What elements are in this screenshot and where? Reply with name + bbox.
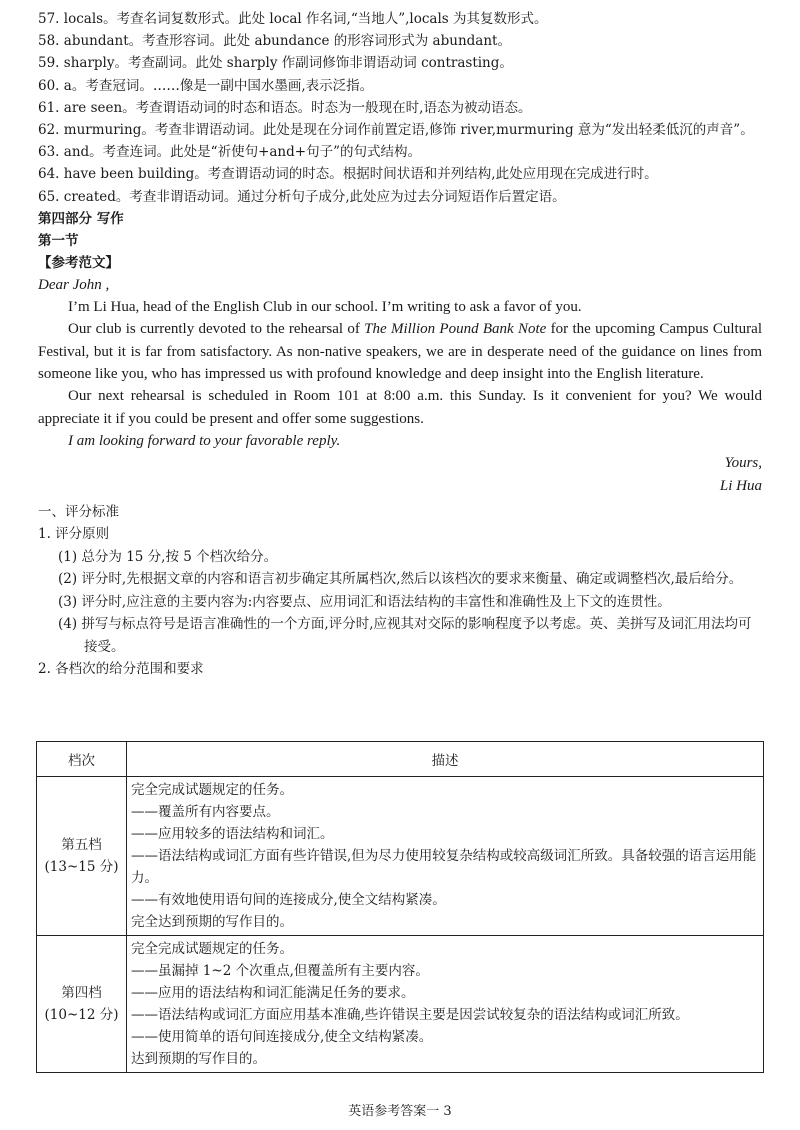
letter-paragraph: I’m Li Hua, head of the English Club in our school. I’m writing to ask a favor of you. xyxy=(68,299,582,316)
letter-yours: Yours, xyxy=(724,455,762,472)
rule-item: (1) 总分为 15 分,按 5 个档次给分。 xyxy=(58,548,278,565)
letter-closing: I am looking forward to your favorable reply. xyxy=(68,432,341,449)
sample-label: 【参考范文】 xyxy=(38,254,119,271)
answer-item: 65. created。考查非谓语动词。通过分析句子成分,此处应为过去分词短语作后置定语。 xyxy=(38,188,566,205)
letter-signature: Li Hua xyxy=(719,477,762,494)
part4-title: 第四部分 写作 xyxy=(38,210,124,227)
criteria-title: 一、评分标准 xyxy=(38,503,119,520)
grading-table xyxy=(36,741,764,1073)
rule-item: (2) 评分时,先根据文章的内容和语言初步确定其所属档次,然后以该档次的要求来衡量、确定或调整档次,最后给分。 xyxy=(58,571,743,588)
answer-item: 58. abundant。考查形容词。此处 abundance 的形容词形式为 abundant。 xyxy=(38,33,511,50)
answer-item: 63. and。考查连词。此处是“祈使句+and+句子”的句式结构。 xyxy=(38,144,421,161)
rule-item: (4) 拼写与标点符号是语言准确性的一个方面,评分时,应视其对交际的影响程度予以考虑。英、美拼写及词汇用法均可接受。 xyxy=(58,616,752,655)
page-body xyxy=(38,8,762,681)
principle-title: 1. 评分原则 xyxy=(38,526,110,543)
header-level: 档次 xyxy=(37,742,127,777)
table-row xyxy=(37,777,764,936)
range-title: 2. 各档次的给分范围和要求 xyxy=(38,661,204,678)
table-row xyxy=(37,936,764,1073)
answer-item: 61. are seen。考查谓语动词的时态和语态。时态为一般现在时,语态为被动语态。 xyxy=(38,99,532,116)
page-footer: 英语参考答案一 3 xyxy=(348,1104,452,1119)
level-cell: 第四档 (10~12 分) xyxy=(37,936,127,1073)
answer-item: 59. sharply。考查副词。此处 sharply 作副词修饰非谓语动词 contrasting。 xyxy=(38,55,513,72)
table-header-row xyxy=(37,742,764,777)
answer-item: 64. have been building。考查谓语动词的时态。根据时间状语和并列结构,此处应用现在完成进行时。 xyxy=(38,166,658,183)
sample-letter xyxy=(38,274,762,497)
letter-paragraph: Our next rehearsal is scheduled in Room 101 at 8:00 a.m. this Sunday. Is it convenient for you? We would appreciate it if you could be present and offer some suggestions. xyxy=(38,388,762,427)
rule-item: (3) 评分时,应注意的主要内容为:内容要点、应用词汇和语法结构的丰富性和准确性及上下文的连贯性。 xyxy=(58,593,671,610)
header-description: 描述 xyxy=(127,742,764,777)
level-cell: 第五档 (13~15 分) xyxy=(37,777,127,936)
section-title: 第一节 xyxy=(38,232,79,249)
answer-list xyxy=(38,8,762,208)
letter-salutation: Dear John , xyxy=(38,276,110,293)
play-title: The Million Pound Bank Note xyxy=(364,321,547,338)
description-cell: 完全完成试题规定的任务。 ——覆盖所有内容要点。 ——应用较多的语法结构和词汇。 ——语法结构或词汇方面有些许错误,但为尽力使用较复杂结构或较高级词汇所致。具备较强的语言运用能力。 ——有效地使用语句间的连接成分,使全文结构紧凑。 完全达到预期的写作目的。 xyxy=(127,777,764,936)
letter-paragraph: Our club is currently devoted to the rehearsal of The Million Pound Bank Note for the upcoming Campus Cultural Festival, but it is far from satisfactory. As non-native speakers, we are in desperate need of the guidance on lines from someone like you, who has impressed us with profound knowledge and deep insight into the English literature. xyxy=(38,321,762,383)
answer-item: 60. a。考查冠词。……像是一副中国水墨画,表示泛指。 xyxy=(38,77,374,94)
answer-item: 62. murmuring。考查非谓语动词。此处是现在分词作前置定语,修饰 river,murmuring 意为“发出轻柔低沉的声音”。 xyxy=(38,122,754,139)
answer-item: 57. locals。考查名词复数形式。此处 local 作名词,“当地人”,locals 为其复数形式。 xyxy=(38,11,548,27)
description-cell: 完全完成试题规定的任务。 ——虽漏掉 1~2 个次重点,但覆盖所有主要内容。 ——应用的语法结构和词汇能满足任务的要求。 ——语法结构或词汇方面应用基本准确,些许错误主要是因尝试较复杂的语法结构或词汇所致。 ——使用简单的语句间连接成分,使全文结构紧凑。 达到预期的写作目的。 xyxy=(127,936,764,1073)
